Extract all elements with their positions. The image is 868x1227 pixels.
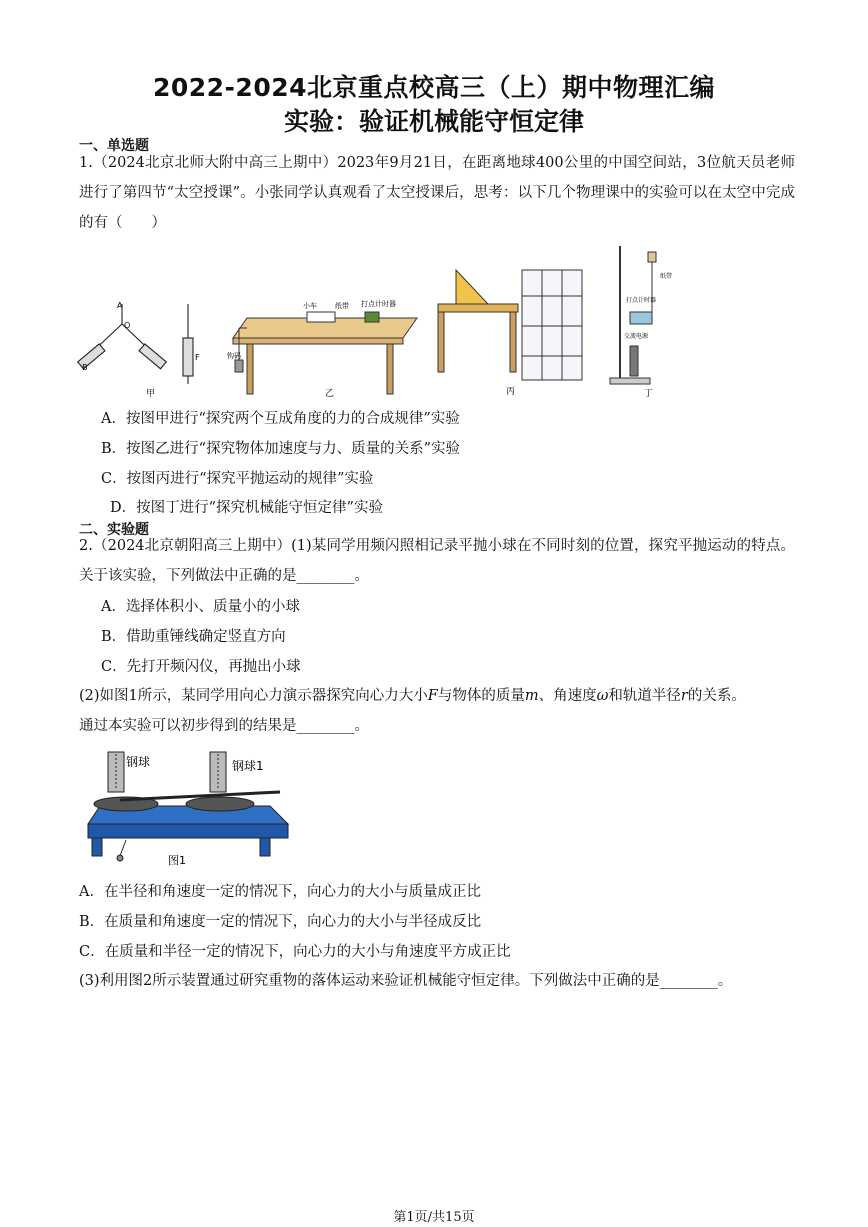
label-zhidai: 纸带 (335, 302, 349, 310)
label-ding-tag2: 打点计时器 (626, 297, 657, 304)
question-1-stem: 1.（2024北京北师大附中高三上期中）2023年9月21日，在距离地球400公里的中国空间站，3位航天员老师进行了第四节“太空授课”。小张同学认真观看了太空授课后，思考：以下几个物理课中的实验可以在太空中完成的有（ ） (79, 155, 795, 231)
document-subtitle: 实验：验证机械能守恒定律 (283, 107, 584, 136)
label-ding-tag1: 纸带 (660, 273, 673, 280)
figure-bing (436, 266, 586, 400)
section-heading-single-choice: 一、单选题 (79, 138, 149, 154)
label-a: A (117, 301, 123, 310)
q2-part2-option-a: A．在半径和角速度一定的情况下，向心力的大小与质量成正比 (79, 884, 481, 900)
figure-jia (72, 298, 202, 400)
label-dashiqi: 打点计时器 (361, 300, 396, 308)
q1-option-a: A．按图甲进行“探究两个互成角度的力的合成规律”实验 (101, 411, 460, 427)
figure-1-centripetal-demonstrator (80, 744, 295, 872)
q1-option-d: D．按图丁进行“探究机械能守恒定律”实验 (110, 500, 383, 516)
label-o: O (124, 321, 131, 330)
q2-part1-option-a: A．选择体积小、质量小的小球 (101, 599, 300, 615)
figure-yi (227, 298, 427, 400)
symbol-omega: ω (596, 688, 609, 704)
figure-label-yi: 乙 (325, 389, 335, 399)
q2-part1-option-c: C．先打开频闪仪，再抛出小球 (101, 659, 301, 675)
q2-part1-option-b: B．借助重锤线确定竖直方向 (101, 629, 286, 645)
q2-part2-option-c: C．在质量和半径一定的情况下，向心力的大小与角速度平方成正比 (79, 944, 511, 960)
label-f: F (195, 353, 200, 362)
label-ding-tag3: 交流电源 (624, 333, 649, 340)
label-xiaoche: 小车 (303, 302, 317, 310)
figure-label-bing: 丙 (506, 387, 516, 397)
figure-label-jia: 甲 (146, 389, 156, 399)
page-number: 第1页/共15页 (393, 1210, 475, 1225)
q2-part2-option-b: B．在质量和角速度一定的情况下，向心力的大小与半径成反比 (79, 914, 482, 930)
figure-label-ding: 丁 (644, 389, 654, 399)
symbol-f: F (427, 688, 438, 704)
figure-1-caption: 图1 (168, 854, 186, 867)
q2-part2-stem-a: (2)如图1所示，某同学用向心力演示器探究向心力大小 (79, 688, 428, 704)
q2-part3-stem: (3)利用图2所示装置通过研究重物的落体运动来验证机械能守恒定律。下列做法中正确的是________。 (79, 973, 733, 989)
label-b: B (82, 363, 88, 372)
q2-part2-stem-d: 和轨道半径 (608, 688, 681, 704)
q2-part1-stem: 2.（2024北京朝阳高三上期中）(1)某同学用频闪照相记录平抛小球在不同时刻的位置，探究平抛运动的特点。关于该实验，下列做法中正确的是________。 (79, 538, 795, 584)
section-heading-experiment: 二、实验题 (79, 522, 149, 538)
label-gouma: 钩码 (227, 352, 241, 360)
q2-part2-stem-line2: 通过本实验可以初步得到的结果是________。 (79, 718, 369, 734)
symbol-m: m (524, 688, 539, 704)
q1-option-c: C．按图丙进行“探究平抛运动的规律”实验 (101, 471, 374, 487)
symbol-r: r (680, 688, 688, 704)
label-steel-ball-left: 钢球 (126, 755, 151, 769)
document-title: 2022-2024北京重点校高三（上）期中物理汇编 (152, 73, 716, 102)
figure-ding (600, 242, 690, 400)
q1-option-b: B．按图乙进行“探究物体加速度与力、质量的关系”实验 (101, 441, 460, 457)
q2-part2-stem-b: 与物体的质量 (437, 688, 525, 704)
label-steel-ball-right: 钢球1 (232, 759, 264, 773)
q2-part2-stem-c: 、角速度 (538, 688, 597, 704)
q2-part2-stem (79, 686, 746, 706)
q2-part2-stem-e: 的关系。 (687, 688, 746, 704)
